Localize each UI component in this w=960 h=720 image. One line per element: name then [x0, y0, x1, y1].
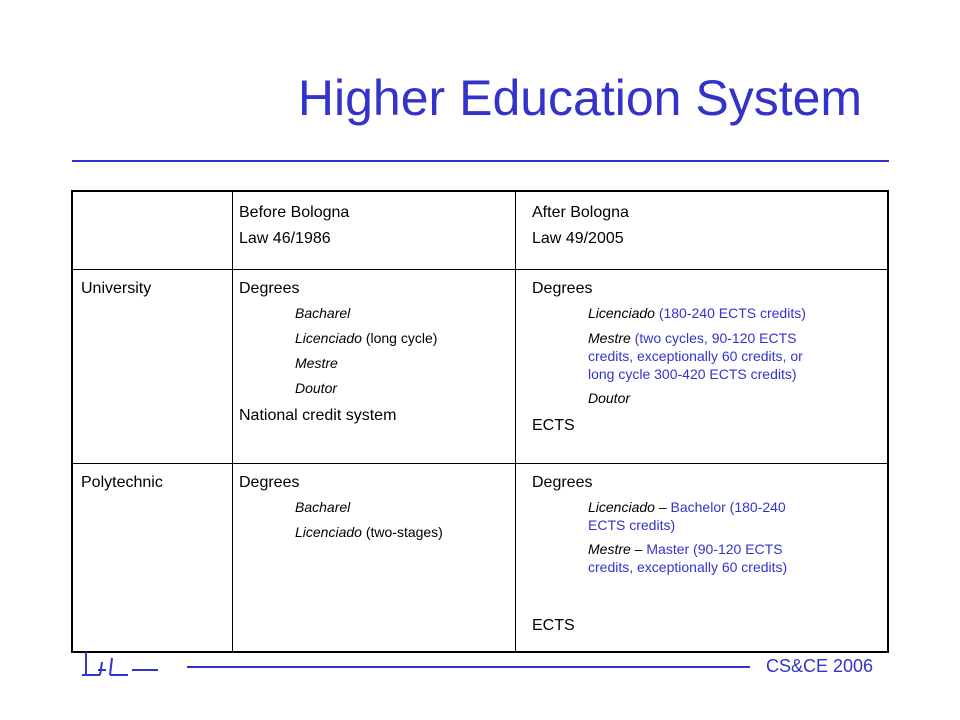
row-divider	[73, 463, 887, 464]
comparison-table	[71, 190, 889, 653]
degree-licenciado	[239, 329, 437, 348]
degree-mestre	[532, 540, 787, 576]
university-after-cell	[532, 279, 806, 435]
header-before-bologna	[239, 203, 349, 248]
university-before-cell	[239, 279, 437, 425]
university-after-degrees: Degrees	[532, 280, 593, 297]
degree-licenciado	[239, 523, 443, 542]
degree-mestre-note: credits, exceptionally 60 credits)	[588, 559, 788, 575]
header-after-bologna	[532, 203, 629, 248]
degree-licenciado-dash: –	[654, 499, 671, 515]
degree-doutor: Doutor	[588, 390, 631, 406]
footer-divider	[187, 666, 750, 668]
degree-mestre-note: (two cycles, 90-120 ECTS	[630, 330, 797, 346]
degree-mestre: Mestre	[295, 355, 338, 371]
degree-licenciado-name: Licenciado	[588, 499, 655, 515]
row-divider	[73, 269, 887, 270]
university-before-degrees: Degrees	[239, 280, 300, 297]
degree-licenciado	[532, 304, 806, 323]
degree-mestre-dash: –	[630, 541, 647, 557]
degree-bacharel: Bacharel	[295, 499, 351, 515]
degree-licenciado-name: Licenciado	[588, 305, 655, 321]
degree-licenciado-note: (180-240 ECTS credits)	[654, 305, 806, 321]
degree-mestre-name: Mestre	[588, 541, 631, 557]
footer-label: CS&CE 2006	[766, 656, 874, 676]
university-before-credit-system: National credit system	[239, 407, 397, 424]
degree-doutor: Doutor	[295, 380, 338, 396]
degree-bacharel: Bacharel	[295, 305, 351, 321]
university-after-credit-system: ECTS	[532, 417, 575, 434]
degree-mestre-name: Mestre	[588, 330, 631, 346]
university-logo	[80, 648, 162, 678]
degree-licenciado-note: (two-stages)	[361, 524, 443, 540]
row-label-polytechnic: Polytechnic	[81, 474, 163, 491]
degree-licenciado-note: ECTS credits)	[588, 517, 676, 533]
degree-licenciado	[532, 498, 787, 534]
header-after-title: After Bologna	[532, 204, 629, 221]
header-before-title: Before Bologna	[239, 204, 350, 221]
degree-licenciado-note: (long cycle)	[361, 330, 438, 346]
row-label-university: University	[81, 280, 152, 297]
column-divider	[515, 192, 516, 651]
header-after-law: Law 49/2005	[532, 230, 624, 247]
polytechnic-after-credit-system: ECTS	[532, 617, 575, 634]
title-divider	[72, 160, 889, 162]
column-divider	[232, 192, 233, 651]
degree-mestre-note: long cycle 300-420 ECTS credits)	[588, 366, 797, 382]
degree-licenciado-name: Licenciado	[295, 524, 362, 540]
degree-mestre-note: credits, exceptionally 60 credits, or	[588, 348, 803, 364]
polytechnic-before-cell	[239, 473, 443, 542]
slide-title: Higher Education System	[297, 70, 863, 126]
degree-mestre-note: Master (90-120 ECTS	[646, 541, 783, 557]
degree-mestre	[532, 329, 806, 383]
polytechnic-after-degrees: Degrees	[532, 474, 593, 491]
degree-licenciado-note: Bachelor (180-240	[670, 499, 786, 515]
polytechnic-before-degrees: Degrees	[239, 474, 300, 491]
polytechnic-after-cell	[532, 473, 787, 635]
header-before-law: Law 46/1986	[239, 230, 331, 247]
degree-licenciado-name: Licenciado	[295, 330, 362, 346]
